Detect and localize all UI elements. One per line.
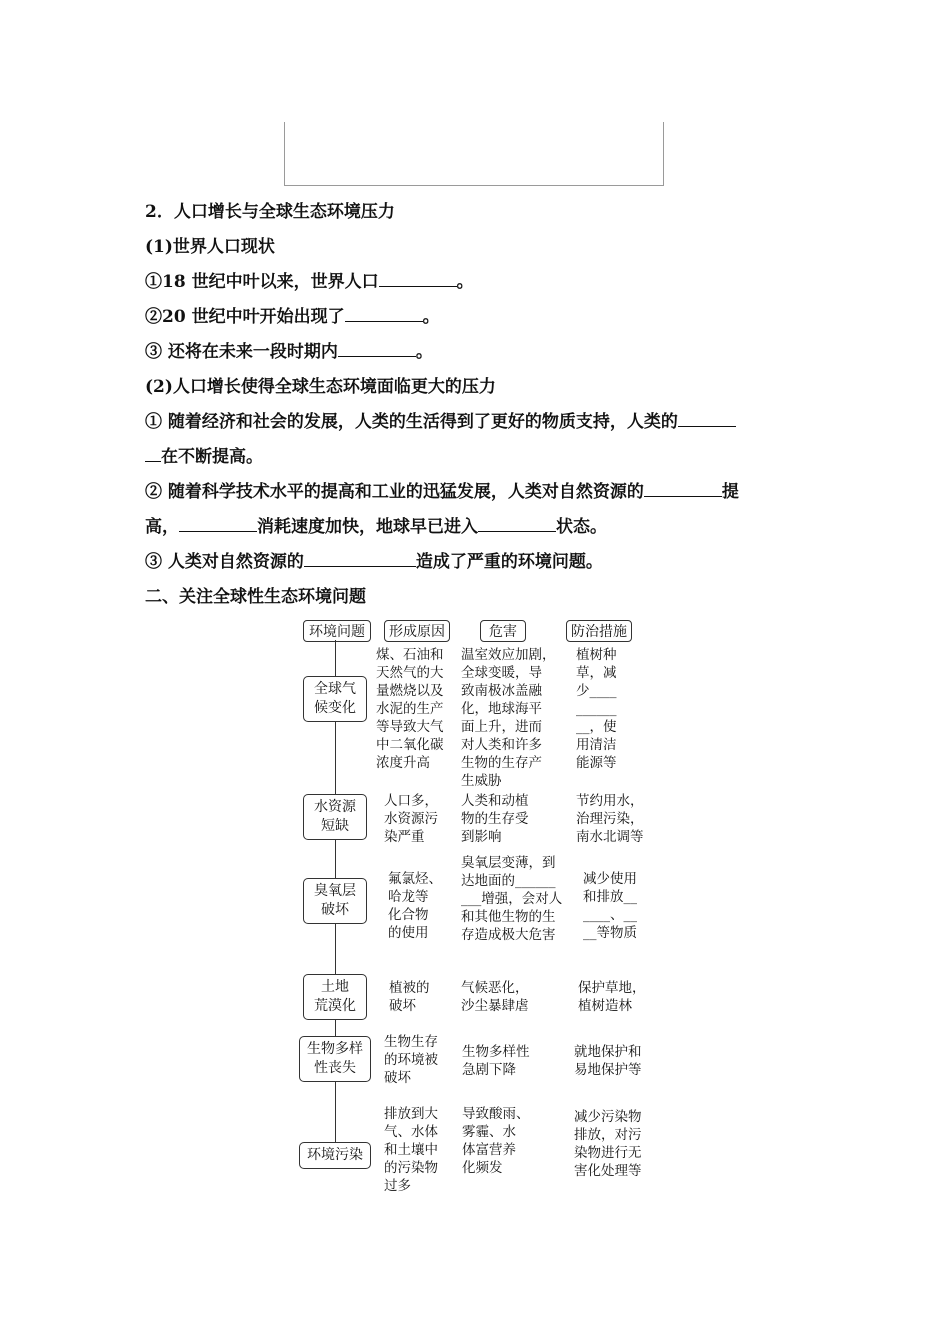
measure-climate: 植树种 草，减 少____ ______ __，使 用清洁 能源等 bbox=[576, 647, 617, 771]
point-2-cont: 高， bbox=[145, 517, 179, 537]
point-2-line1 bbox=[145, 480, 739, 504]
node-pollution: 环境污染 bbox=[299, 1142, 371, 1169]
measure-water: 节约用水， 治理污染， 南水北调等 bbox=[576, 793, 644, 845]
header-harm: 危害 bbox=[480, 620, 526, 642]
measure-biodiversity: 就地保护和 易地保护等 bbox=[574, 1044, 642, 1078]
harm-water: 人类和动植 物的生存受 到影响 bbox=[461, 793, 529, 845]
fill-blank[interactable] bbox=[678, 410, 736, 427]
item-2-text: ②20 世纪中叶开始出现了 bbox=[145, 307, 345, 327]
item-3-text: ③ 还将在未来一段时期内 bbox=[145, 342, 338, 362]
point-2-text: ② 随着科学技术水平的提高和工业的迅猛发展，人类对自然资源的 bbox=[145, 482, 644, 502]
header-cause: 形成原因 bbox=[384, 620, 450, 642]
item-1-text: ①18 世纪中叶以来，世界人口 bbox=[145, 272, 379, 292]
node-desertification: 土地 荒漠化 bbox=[303, 974, 367, 1020]
point-2-line2 bbox=[145, 515, 607, 539]
cause-pollution: 排放到大 气、水体 和土壤中 的污染物 过多 bbox=[384, 1106, 438, 1194]
fill-blank[interactable] bbox=[304, 550, 416, 567]
item-3 bbox=[145, 340, 433, 364]
point-2-mid: 提 bbox=[721, 482, 739, 502]
subheading-1: (1)世界人口现状 bbox=[145, 237, 275, 257]
harm-ozone: 臭氧层变薄，到 达地面的______ ___增强，会对人 和其他生物的生 存造成极大危害 bbox=[461, 855, 563, 943]
cause-desert: 植被的 破坏 bbox=[389, 980, 430, 1014]
cause-water: 人口多， 水资源污 染严重 bbox=[384, 793, 438, 845]
point-3 bbox=[145, 550, 603, 574]
point-1-text: ① 随着经济和社会的发展，人类的生活得到了更好的物质支持，人类的 bbox=[145, 412, 678, 432]
measure-pollution: 减少污染物 排放，对污 染物进行无 害化处理等 bbox=[574, 1109, 642, 1179]
fill-blank[interactable] bbox=[145, 445, 161, 462]
cause-climate: 煤、石油和 天然气的大 量燃烧以及 水泥的生产 等导致大气 中二氧化碳 浓度升高 bbox=[376, 647, 444, 771]
item-2-end: 。 bbox=[422, 307, 440, 327]
heading-2: 2．人口增长与全球生态环境压力 bbox=[145, 202, 395, 222]
item-3-end: 。 bbox=[415, 342, 433, 362]
fill-blank[interactable] bbox=[379, 270, 457, 287]
harm-desert: 气候恶化， 沙尘暴肆虐 bbox=[461, 980, 529, 1014]
fill-blank[interactable] bbox=[179, 515, 257, 532]
node-biodiversity-loss: 生物多样 性丧失 bbox=[299, 1036, 371, 1082]
point-3-text: ③ 人类对自然资源的 bbox=[145, 552, 304, 572]
item-2 bbox=[145, 305, 440, 329]
harm-biodiversity: 生物多样性 急剧下降 bbox=[462, 1044, 530, 1078]
section-title: 二、关注全球性生态环境问题 bbox=[145, 587, 366, 607]
fill-blank[interactable] bbox=[338, 340, 416, 357]
header-measure: 防治措施 bbox=[566, 620, 632, 642]
measure-desert: 保护草地， 植树造林 bbox=[578, 980, 646, 1014]
harm-pollution: 导致酸雨、 雾霾、水 体富营养 化频发 bbox=[462, 1106, 530, 1176]
point-1-line1 bbox=[145, 410, 736, 434]
cause-ozone: 氟氯烃、 哈龙等 化合物 的使用 bbox=[388, 871, 442, 941]
node-climate-change: 全球气 候变化 bbox=[303, 676, 367, 722]
cause-biodiversity: 生物生存 的环境被 破坏 bbox=[384, 1034, 438, 1086]
point-3-end: 造成了严重的环境问题。 bbox=[415, 552, 603, 572]
fill-blank[interactable] bbox=[478, 515, 556, 532]
point-1-end: 在不断提高。 bbox=[161, 447, 263, 467]
fill-blank[interactable] bbox=[345, 305, 423, 322]
fill-blank[interactable] bbox=[644, 480, 722, 497]
point-2-cont2: 消耗速度加快，地球早已进入 bbox=[257, 517, 478, 537]
point-1-line2 bbox=[145, 445, 263, 469]
item-1-end: 。 bbox=[456, 272, 474, 292]
point-2-end: 状态。 bbox=[556, 517, 607, 537]
header-problem: 环境问题 bbox=[303, 620, 371, 642]
node-water-shortage: 水资源 短缺 bbox=[303, 794, 367, 840]
subheading-2: (2)人口增长使得全球生态环境面临更大的压力 bbox=[145, 377, 496, 397]
node-ozone-depletion: 臭氧层 破坏 bbox=[303, 878, 367, 924]
measure-ozone: 减少使用 和排放__ ____、__ __等物质 bbox=[583, 871, 637, 941]
item-1 bbox=[145, 270, 474, 294]
top-box-remnant bbox=[284, 122, 664, 186]
harm-climate: 温室效应加剧， 全球变暖，导 致南极冰盖融 化，地球海平 面上升，进而 对人类和许多 生物的生存产 生威胁 bbox=[461, 647, 556, 789]
